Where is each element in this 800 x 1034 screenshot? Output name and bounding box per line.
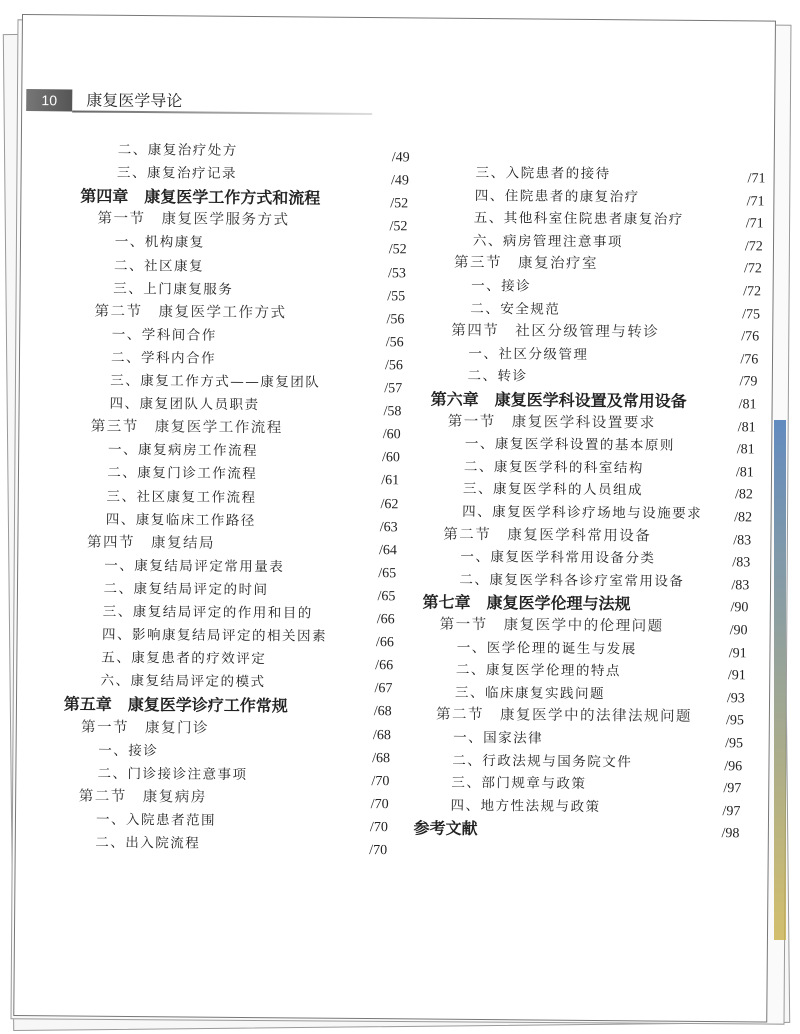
toc-entry-item [471,274,531,295]
running-header [26,89,356,114]
toc-entry-item [113,276,233,297]
toc-entry-section [91,415,283,438]
toc-entry-item [108,438,258,459]
toc-entry-item [118,138,238,159]
toc-entry-item [473,229,623,250]
book-title: 康复医学导论 [86,90,183,111]
toc-entry-item [96,808,216,829]
toc-page-number: /52 [389,219,408,235]
toc-page-number: /72 [744,239,763,255]
toc-entry-item [474,206,684,228]
toc-page-number: /79 [739,374,758,390]
toc-entry-title: 六、康复结局评定的模式 [100,673,266,691]
toc-page-number: /83 [732,555,751,571]
toc-page-number: /65 [378,565,397,582]
toc-page-number: /66 [376,612,395,628]
toc-entry-item [106,507,256,528]
toc-page-number: /57 [384,381,403,397]
toc-page-number: /76 [740,352,759,368]
toc-page-number: /81 [736,442,755,458]
toc-page-number: /56 [384,358,403,374]
toc-entry-section [454,251,598,273]
toc-entry-title: 三、上门康复服务 [113,280,234,298]
toc-entry-title: 四、康复医学科诊疗场地与设施要求 [462,503,703,522]
toc-entry-title: 第四章 康复医学工作方式和流程 [80,186,321,208]
toc-entry-chapter [431,387,687,412]
toc-entry-item [452,748,632,770]
toc-page-number: /60 [381,450,400,466]
toc-entry-title: 二、行政法规与国务院文件 [452,752,633,770]
toc-entry-section [97,207,289,230]
toc-entry-title: 一、学科间合作 [111,326,217,344]
toc-entry-item [112,323,217,344]
toc-entry-title: 二、康复门诊工作流程 [107,465,258,483]
toc-entry-title: 四、影响康复结局评定的相关因素 [101,626,328,645]
toc-page-number: /91 [728,645,747,661]
toc-entry-chapter [64,692,288,717]
toc-entry-title: 三、入院患者的接待 [475,164,611,183]
toc-page-number: /95 [725,736,744,752]
toc-entry-item [100,669,265,690]
toc-page-number: /75 [742,306,761,323]
toc-entry-title: 第六章 康复医学科设置及常用设备 [430,389,687,411]
toc-entry-item [117,161,237,182]
toc-page-number: /62 [380,496,399,512]
toc-entry-title: 一、入院患者范围 [95,811,217,829]
toc-entry-item [450,794,600,815]
toc-page-number: /71 [747,171,766,187]
toc-entry-title: 一、接诊 [98,742,159,759]
toc-entry-title: 二、转诊 [467,368,528,385]
toc-entry-title: 四、康复临床工作路径 [105,511,256,529]
toc-page-number: /68 [372,727,391,743]
toc-entry-item [462,500,702,522]
toc-entry-title: 二、社区康复 [113,257,205,275]
toc-entry-item [111,346,216,367]
toc-entry-title: 一、接诊 [471,277,532,295]
toc-page-number: /52 [388,242,407,258]
toc-page-number: /91 [727,668,746,684]
toc-entry-title: 六、病房管理注意事项 [472,232,623,251]
toc-entry-item [109,392,259,413]
toc-page-number: /70 [369,819,388,836]
toc-entry-title: 第一节 康复医学服务方式 [97,210,290,229]
toc-entry-section [448,409,656,432]
toc-page-number: /68 [372,750,391,766]
toc-entry-section [451,319,659,342]
toc-page-number: /67 [374,681,393,697]
toc-entry-title: 第二节 康复病房 [78,788,207,806]
toc-entry-item [457,635,637,657]
header-rule [72,110,372,115]
toc-entry-section [436,703,692,726]
toc-entry-section [87,530,215,552]
toc-entry-item [101,646,266,667]
toc-entry-title: 五、康复患者的疗效评定 [101,649,267,668]
toc-entry-title: 五、其他科室住院患者康复治疗 [473,210,684,228]
toc-entry-title: 三、康复治疗记录 [116,164,238,182]
toc-page-number: /83 [731,578,750,594]
toc-entry-item [110,369,320,391]
toc-entry-item [459,568,684,590]
toc-entry-section [440,613,664,636]
toc-entry-item [465,432,675,454]
toc-page-number: /66 [375,635,394,651]
toc-entry-item [460,545,655,567]
toc-entry-item [455,681,605,702]
toc-page-number: /68 [373,704,392,720]
toc-entry-title: 四、地方性法规与政策 [450,797,601,815]
toc-page-number: /63 [379,519,398,535]
page-number: 10 [26,89,72,111]
toc-entry-item [107,461,257,482]
toc-entry-title: 第一节 康复医学中的伦理问题 [439,616,664,635]
toc-entry-section [94,299,286,322]
toc-entry-item [451,771,586,792]
toc-entry-title: 一、国家法律 [453,729,544,747]
toc-page-number: /56 [386,311,405,328]
toc-entry-title: 二、门诊接诊注意事项 [97,765,248,783]
toc-entry-title: 三、部门规章与政策 [451,774,587,793]
toc-page-number: /81 [735,465,754,481]
toc-entry-item [102,623,327,645]
toc-page-number: /93 [726,690,745,707]
toc-entry-item [468,342,588,363]
toc-entry-item [476,161,611,182]
toc-entry-section [81,715,209,737]
toc-entry-item [95,831,200,852]
toc-page-number: /53 [387,265,406,281]
toc-page-number: /83 [733,532,752,548]
toc-entry-item [106,484,256,505]
toc-entry-title: 一、医学伦理的诞生与发展 [456,639,637,657]
toc-entry-title: 四、康复团队人员职责 [109,395,260,414]
toc-entry-title: 第三节 康复医学工作流程 [90,418,283,437]
toc-entry-title: 一、社区分级管理 [468,345,589,363]
toc-entry-title: 第一节 康复门诊 [80,719,210,737]
toc-entry-title: 三、康复工作方式——康复团队 [110,372,321,391]
toc-page-number: /82 [734,510,753,526]
toc-entry-item [103,600,313,622]
toc-entry-chapter [422,590,630,615]
toc-page-number: /96 [724,758,743,774]
toc-entry-title: 三、临床康复实践问题 [454,684,606,702]
toc-entry-title: 一、康复医学科常用设备分类 [460,549,656,567]
toc-page-number: /81 [738,397,757,413]
toc-entry-title: 三、社区康复工作流程 [106,488,257,506]
toc-entry-title: 一、机构康复 [114,234,205,251]
toc-entry-title: 第一节 康复医学科设置要求 [447,413,656,432]
toc-entry-title: 第五章 康复医学诊疗工作常规 [63,694,288,716]
toc-entry-item [463,477,643,499]
toc-entry-title: 一、康复医学科设置的基本原则 [464,436,675,454]
toc-page-number: /49 [390,173,409,189]
toc-page-number: /72 [743,261,762,277]
toc-entry-section [443,522,651,545]
toc-entry-title: 二、学科内合作 [110,349,217,367]
toc-page-number: /71 [745,216,764,232]
toc-entry-title: 三、康复医学科的人员组成 [462,481,644,499]
toc-page [13,14,776,1023]
toc-entry-title: 一、康复结局评定常用量表 [104,557,285,576]
toc-entry-title: 一、康复病房工作流程 [107,442,259,460]
toc-page-number: /76 [741,329,760,345]
toc-page-number: /70 [370,796,389,813]
toc-page-number: /55 [387,288,406,304]
toc-page-number: /70 [371,773,390,789]
toc-entry-title: 第二节 康复医学中的法律法规问题 [436,707,693,726]
toc-page-number: /70 [369,843,388,859]
book-cover-edge [774,420,786,940]
toc-entry-title: 参考文献 [413,818,478,839]
toc-page-number: /71 [746,193,765,210]
toc-entry-item [98,738,158,759]
toc-page-number: /49 [391,150,410,166]
toc-page-number: /72 [743,284,762,300]
toc-page-number: /64 [378,542,397,558]
toc-page-number: /97 [723,781,742,797]
toc-entry-item [103,577,268,598]
toc-page-number: /95 [725,713,744,729]
toc-page-number: /97 [722,803,741,820]
toc-page-number: /65 [377,589,396,605]
toc-entry-title: 第二节 康复医学工作方式 [94,303,287,322]
toc-page-number: /66 [375,658,394,674]
toc-entry-title: 二、康复治疗处方 [117,141,238,159]
toc-page-number: /60 [382,427,401,443]
toc-entry-title: 第七章 康复医学伦理与法规 [422,592,631,614]
toc-entry-item [475,184,640,205]
toc-entry-title: 二、康复医学伦理的特点 [455,661,621,680]
toc-entry-title: 三、康复结局评定的作用和目的 [102,603,313,622]
toc-entry-title: 第三节 康复治疗室 [453,255,599,273]
toc-entry-chapter [80,184,320,209]
toc-page-number: /52 [390,196,409,212]
toc-entry-title: 第四节 社区分级管理与转诊 [451,322,660,341]
toc-entry-item [464,455,644,477]
toc-entry-title: 四、住院患者的康复治疗 [474,187,640,205]
toc-page-number: /81 [737,419,756,436]
toc-entry-item [456,658,621,679]
toc-entry-item [104,554,284,576]
toc-page-number: /90 [729,623,748,639]
toc-entry-title: 第四节 康复结局 [86,534,216,552]
toc-entry-section [79,784,207,806]
toc-page-number: /56 [385,334,404,351]
toc-entry-item [453,726,543,747]
toc-entry-item [97,761,247,782]
toc-page-number: /61 [381,473,400,489]
toc-entry-item [470,297,560,318]
toc-page-number: /82 [734,487,753,503]
toc-entry-title: 二、康复医学科的科室结构 [463,458,645,477]
toc-entry-item [114,253,204,274]
toc-entry-title: 二、出入院流程 [95,834,201,852]
toc-entry-item [467,364,527,385]
toc-entry-title: 二、安全规范 [470,300,561,318]
toc-page-number: /58 [383,404,402,420]
toc-page-number: /90 [730,600,749,616]
toc-entry-item [115,230,205,251]
toc-entry-title: 二、康复医学科各诊疗室常用设备 [459,571,685,590]
toc-entry-chapter [414,816,478,840]
toc-entry-title: 二、康复结局评定的时间 [103,580,269,599]
toc-page-number: /98 [721,826,740,842]
toc-entry-title: 第二节 康复医学科常用设备 [443,526,652,545]
